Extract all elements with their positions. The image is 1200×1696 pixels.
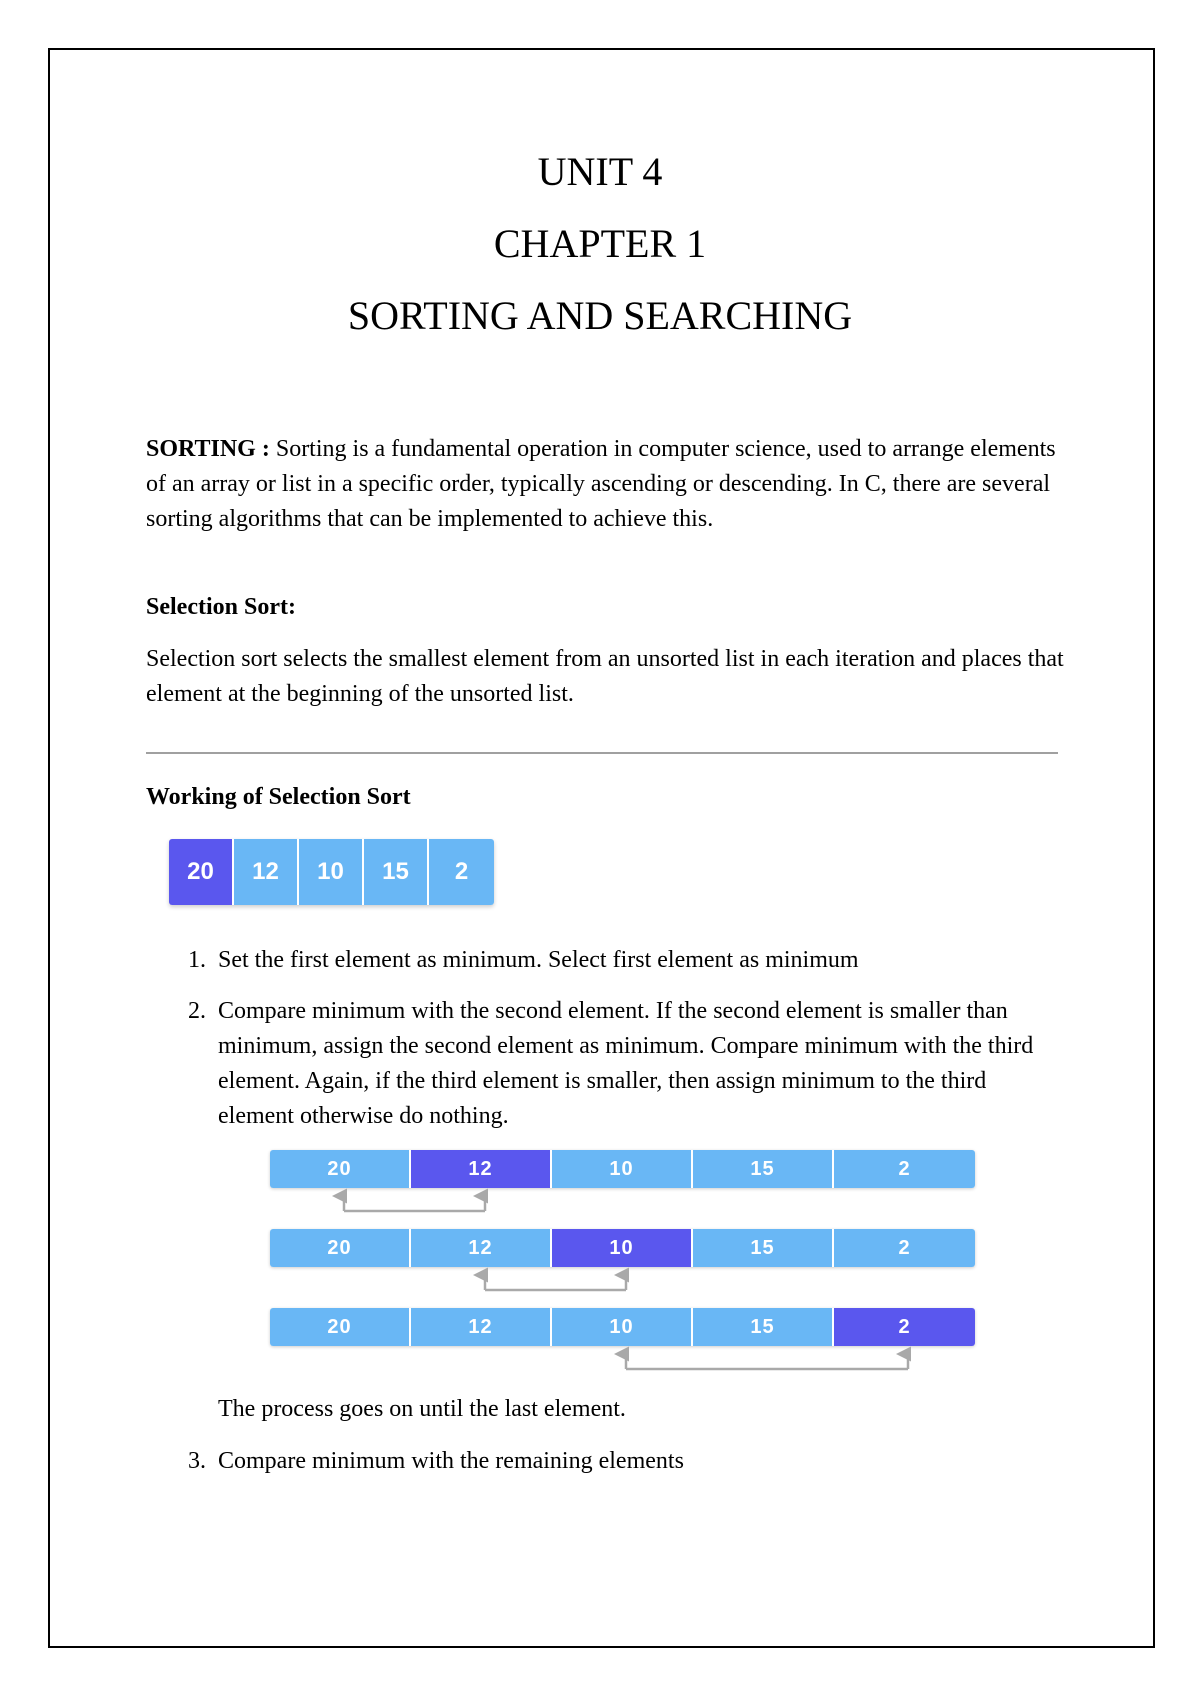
array-cell: 12	[411, 1229, 552, 1267]
process-note: The process goes on until the last element.	[218, 1396, 626, 1422]
array-cell: 20	[169, 839, 234, 905]
chapter-heading: CHAPTER 1	[493, 221, 707, 266]
array-cell: 12	[411, 1308, 552, 1346]
array-cell: 2	[834, 1229, 975, 1267]
step-number: 1.	[188, 947, 206, 973]
array-cell: 2	[429, 839, 494, 905]
step-text: Set the first element as minimum. Select first element as minimum	[218, 947, 859, 973]
array-cell: 2	[834, 1308, 975, 1346]
array-cell: 15	[693, 1150, 834, 1188]
arrow-pair-1	[344, 1196, 485, 1211]
working-heading: Working of Selection Sort	[146, 784, 411, 810]
arrow-pair-3	[626, 1354, 908, 1369]
step-text: Compare minimum with the second element. If the second element is smaller than minimum, assign the second element as minimum. Compare minimum with the third element. Again, if the third element is smaller, then assign minimum to the third element otherwise do nothing.	[218, 998, 1034, 1129]
intro-text: Sorting is a fundamental operation in computer science, used to arrange elements of an array or list in a specific order, typically ascending or descending. In C, there are several sorting algorithms that can be implemented to achieve this.	[146, 436, 1056, 532]
step-text: Compare minimum with the remaining elements	[218, 1448, 684, 1474]
array-cell: 2	[834, 1150, 975, 1188]
array-cell: 12	[234, 839, 299, 905]
selection-sort-heading: Selection Sort:	[146, 594, 296, 620]
arrow-pair-2	[485, 1275, 626, 1290]
step-number: 3.	[188, 1448, 206, 1474]
page-title: SORTING AND SEARCHING	[347, 293, 853, 338]
unit-heading: UNIT 4	[537, 149, 663, 194]
array-cell: 10	[552, 1308, 693, 1346]
array-cell: 15	[693, 1229, 834, 1267]
array-cell: 20	[270, 1150, 411, 1188]
array-cell: 10	[299, 839, 364, 905]
array-cell: 10	[552, 1150, 693, 1188]
array-cell: 15	[693, 1308, 834, 1346]
sorting-label: SORTING :	[146, 436, 270, 462]
step-number: 2.	[188, 998, 206, 1024]
selection-sort-description: Selection sort selects the smallest element from an unsorted list in each iteration and places that element at the beginning of the unsorted list.	[146, 646, 1064, 707]
array-cell: 12	[411, 1150, 552, 1188]
array-cell: 20	[270, 1229, 411, 1267]
array-cell: 10	[552, 1229, 693, 1267]
array-cell: 15	[364, 839, 429, 905]
array-cell: 20	[270, 1308, 411, 1346]
